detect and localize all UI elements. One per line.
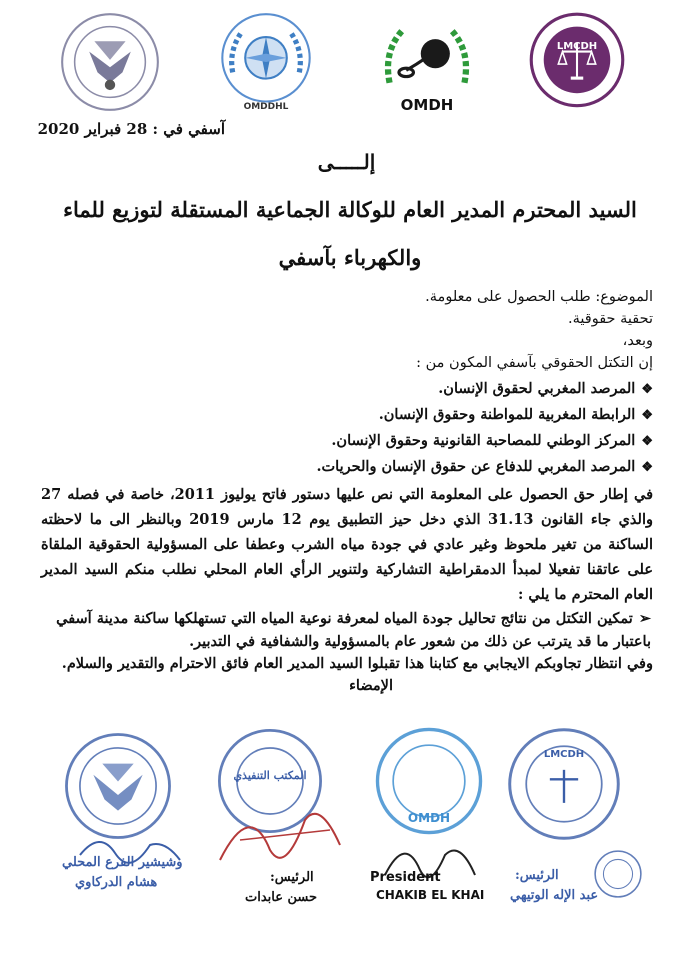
recipient-line1: السيد المحترم المدير العام للوكالة الجماعية المستقلة لتوزيع للماء xyxy=(63,197,637,222)
signature-scribble-3 xyxy=(375,835,485,895)
request-item: ➢تمكين التكتل من نتائج تحاليل جودة المياه لمعرفة نوعية المياه التي تستهلكها ساكنة مدينة آسفي باعتبار ما قد يترتب عن ذلك من شعور عام بالمسؤولية والشفافية في التدبير. xyxy=(41,607,653,653)
small-seal xyxy=(592,848,644,900)
stamp-2-text: المكتب التنفيذي xyxy=(233,769,307,782)
signature-1-name: هشام الدركاوي xyxy=(75,875,158,890)
omdh-stamp xyxy=(370,725,488,837)
recipient-line2: والكهرباء بآسفي xyxy=(278,245,422,270)
closing-line: وفي انتظار تجاوبكم الايجابي مع كتابنا هذا تقبلوا السيد المدير العام فائق الاحترام والتقدير والسلام. xyxy=(61,655,653,672)
greeting-line: تحقية حقوقية. xyxy=(568,311,653,327)
diamond-bullet-icon: ❖ xyxy=(641,434,653,449)
intro-line: إن التكتل الحقوقي بآسفي المكون من : xyxy=(416,355,653,371)
stamp-3-text: OMDH xyxy=(407,811,451,825)
members-list xyxy=(41,376,653,480)
signature-3-name: CHAKIB EL KHAI xyxy=(376,888,485,902)
signature-4-name: عبد الإله الوتيهي xyxy=(510,888,599,903)
omdh-caption: OMDH xyxy=(400,96,454,114)
signature-3-title: President xyxy=(370,870,441,885)
letter-body xyxy=(41,286,653,697)
signature-label: الإمضاء xyxy=(349,677,393,694)
diamond-bullet-icon: ❖ xyxy=(641,408,653,423)
main-paragraph: في إطار حق الحصول على المعلومة التي نص عليها دستور فاتح يوليوز 2011، خاصة في فصله 27 والذي جاء القانون 31.13 الذي دخل حيز التطبيق يوم 12 مارس 2019 وبالنظر الى ما لاحظته الساكنة من تغير ملحوظ وغير عادي في جودة مياه الشرب وعطفا على المسؤولية الحقوقية الملقاة على عاتقنا تفعيلا لمبدأ الدمقراطية التشاركية ولتنوير الرأي العام المحلي نطلب منكم السيد المدير العام المحترم ما يلي : xyxy=(41,486,653,603)
recipient xyxy=(40,186,660,282)
arrow-bullet-icon: ➢ xyxy=(638,610,651,627)
diamond-bullet-icon: ❖ xyxy=(641,382,653,397)
opening-line: وبعد، xyxy=(622,333,653,349)
omddhl-caption: OMDDHL xyxy=(243,102,289,112)
list-item: ❖المرصد المغربي لحقوق الإنسان. xyxy=(41,376,653,402)
list-item: ❖المرصد المغربي للدفاع عن حقوق الإنسان والحريات. xyxy=(41,454,653,480)
emblem-wreath-icon xyxy=(214,10,318,114)
signatures-area xyxy=(0,720,693,960)
to-label: إلـــــى xyxy=(317,150,376,174)
diamond-bullet-icon: ❖ xyxy=(641,460,653,475)
lmcdh-stamp xyxy=(505,725,623,843)
list-item: ❖الرابطة المغربية للمواطنة وحقوق الإنسان. xyxy=(41,402,653,428)
eagle-seal-icon xyxy=(58,10,162,114)
omdh-logo xyxy=(375,10,479,114)
stamp-4-text: LMCDH xyxy=(543,749,585,760)
signature-2-name: حسن عابدات xyxy=(245,890,318,905)
signature-1-title: وشيشير الفرع المحلي xyxy=(62,855,183,870)
subject-line: الموضوع: طلب الحصول على معلومة. xyxy=(425,289,653,305)
signature-4-title: الرئيس: xyxy=(515,868,559,883)
scales-seal-icon xyxy=(525,10,629,114)
lmcdh-logo xyxy=(525,10,629,114)
small-seal-icon xyxy=(592,848,644,900)
omddhl-logo xyxy=(214,10,318,114)
letter-date: آسفي في : 28 فبراير 2020 xyxy=(37,120,225,138)
lmcdh-caption: LMCDH xyxy=(556,41,598,52)
logos-header xyxy=(0,6,693,116)
signature-2-title: الرئيس: xyxy=(270,870,314,885)
lmcdh-stamp-icon xyxy=(505,725,623,843)
list-item: ❖المركز الوطني للمصاحبة القانونية وحقوق الإنسان. xyxy=(41,428,653,454)
signature-scribble-2 xyxy=(210,790,350,880)
odh-council-logo xyxy=(58,10,162,114)
